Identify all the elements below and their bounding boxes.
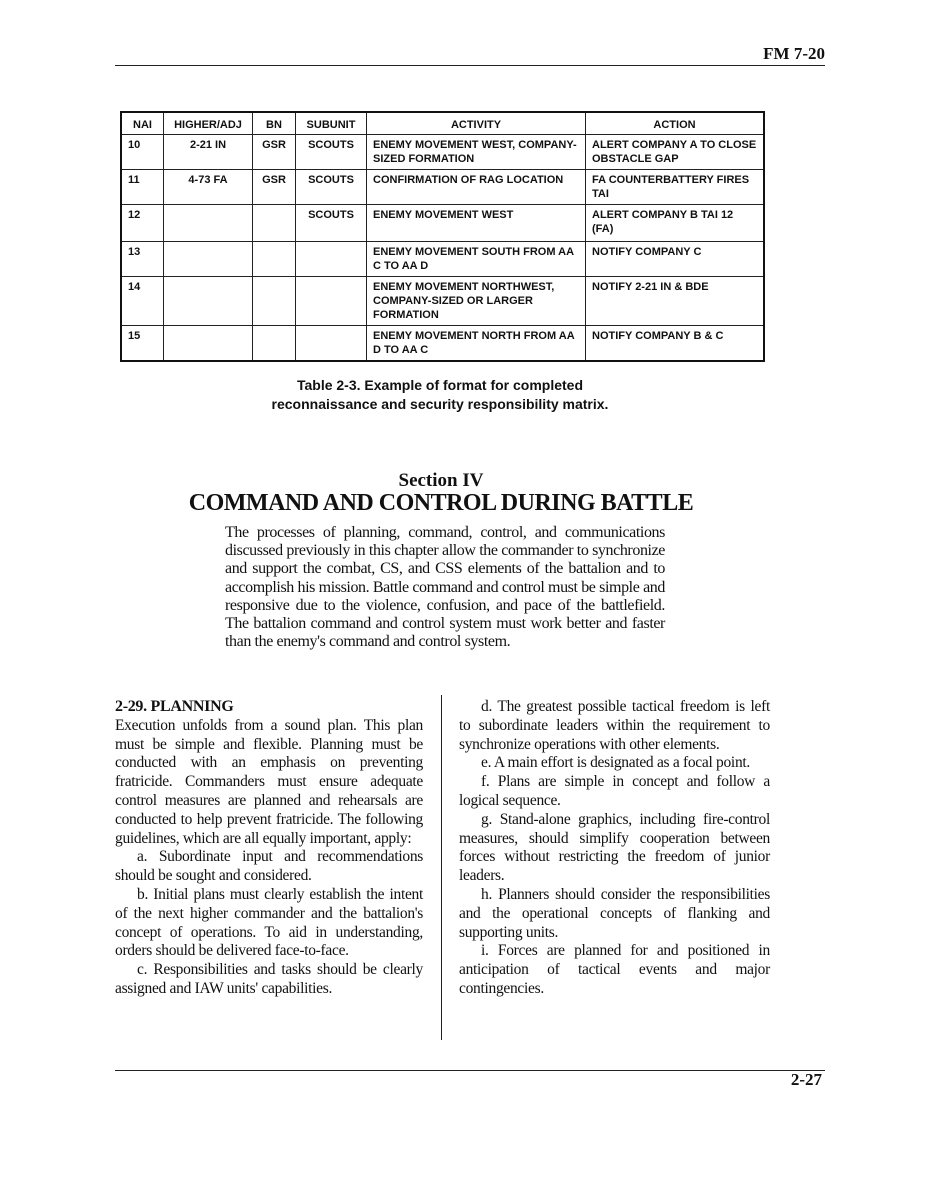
- caption-line: Table 2-3. Example of format for completed: [296, 377, 584, 393]
- doc-id: FM 7-20: [763, 44, 825, 63]
- table-cell: NOTIFY COMPANY B & C: [586, 326, 765, 362]
- table-cell: 12: [121, 205, 164, 242]
- table-cell: SCOUTS: [296, 170, 367, 205]
- table-cell: [164, 205, 253, 242]
- column-header: HIGHER/ADJ: [164, 112, 253, 135]
- paragraph: e. A main effort is designated as a focal point.: [481, 754, 750, 772]
- header-rule: [115, 65, 825, 66]
- section-number: Section IV: [398, 470, 484, 491]
- paragraph: a. Subordinate input and recommendations should be sought and considered.: [115, 848, 423, 885]
- column-header: NAI: [121, 112, 164, 135]
- paragraph: i. Forces are planned for and positioned in anticipation of tactical events and major contingencies.: [459, 942, 770, 997]
- footer-rule: [115, 1070, 825, 1071]
- paragraph: Execution unfolds from a sound plan. This plan must be simple and flexible. Planning must be conducted with an emphasis on preventing fratricide. Commanders must ensure adequate control measures are planned and rehearsals are conducted to help prevent fratricide. The following guidelines, which are all equally important, apply:: [115, 716, 423, 847]
- column-header: ACTION: [586, 112, 765, 135]
- paragraph: f. Plans are simple in concept and follow a logical sequence.: [459, 773, 770, 809]
- column-header: BN: [253, 112, 296, 135]
- section-title: COMMAND AND CONTROL DURING BATTLE: [188, 490, 694, 516]
- table-cell: [253, 277, 296, 326]
- table-cell: SCOUTS: [296, 135, 367, 170]
- section-intro: The processes of planning, command, control, and communications discussed previously in this chapter allow the commander to synchronize and support the combat, CS, and CSS elements of the battalion and to accomplish his mission. Battle command and control must be simple and responsive due to the violence, confusion, and pace of the battlefield. The battalion command and control system must work better and faster than the enemy's command and control system.: [225, 524, 665, 651]
- table-cell: GSR: [253, 135, 296, 170]
- table-cell: ALERT COMPANY A TO CLOSE OBSTACLE GAP: [586, 135, 765, 170]
- table-cell: 11: [121, 170, 164, 205]
- table-cell: NOTIFY COMPANY C: [586, 242, 765, 277]
- heading-planning: 2-29. PLANNING: [115, 698, 234, 715]
- table-cell: 15: [121, 326, 164, 362]
- table-cell: ENEMY MOVEMENT WEST, COMPANY-SIZED FORMATION: [367, 135, 586, 170]
- left-column: [115, 698, 423, 999]
- table-cell: 10: [121, 135, 164, 170]
- table-cell: SCOUTS: [296, 205, 367, 242]
- table-row: [121, 326, 764, 362]
- table-row: [121, 170, 764, 205]
- table-cell: [253, 326, 296, 362]
- table-row: [121, 242, 764, 277]
- table-caption: [200, 376, 680, 414]
- table-row: [121, 135, 764, 170]
- column-header: ACTIVITY: [367, 112, 586, 135]
- table-row: [121, 205, 764, 242]
- page-number: 2-27: [790, 1070, 822, 1089]
- paragraph: d. The greatest possible tactical freedom is left to subordinate leaders within the requirement to synchronize operations with other elements.: [459, 698, 770, 753]
- table-cell: 2-21 IN: [164, 135, 253, 170]
- table-cell: [164, 277, 253, 326]
- table-cell: CONFIRMATION OF RAG LOCATION: [367, 170, 586, 205]
- table-cell: ENEMY MOVEMENT NORTH FROM AA D TO AA C: [367, 326, 586, 362]
- responsibility-matrix-table: [120, 111, 765, 362]
- table-cell: [253, 205, 296, 242]
- paragraph: c. Responsibilities and tasks should be clearly assigned and IAW units' capabilities.: [115, 961, 423, 997]
- paragraph: b. Initial plans must clearly establish the intent of the next higher commander and the battalion's concept of operations. To aid in understanding, orders should be delivered face-to-face.: [115, 885, 423, 960]
- table-cell: [296, 242, 367, 277]
- table-cell: [164, 242, 253, 277]
- column-header: SUBUNIT: [296, 112, 367, 135]
- paragraph: g. Stand-alone graphics, including fire-control measures, should simplify cooperation between forces without restricting the freedom of junior leaders.: [459, 810, 770, 885]
- right-column: [459, 698, 770, 999]
- table-cell: ALERT COMPANY B TAI 12 (FA): [586, 205, 765, 242]
- table-cell: [296, 277, 367, 326]
- table-cell: FA COUNTERBATTERY FIRES TAI: [586, 170, 765, 205]
- paragraph: h. Planners should consider the responsibilities and the operational concepts of flanking and supporting units.: [459, 885, 770, 941]
- table-cell: GSR: [253, 170, 296, 205]
- table-cell: ENEMY MOVEMENT SOUTH FROM AA C TO AA D: [367, 242, 586, 277]
- table-cell: 14: [121, 277, 164, 326]
- table-cell: ENEMY MOVEMENT NORTHWEST, COMPANY-SIZED OR LARGER FORMATION: [367, 277, 586, 326]
- table-row: [121, 277, 764, 326]
- table-cell: [296, 326, 367, 362]
- table-cell: 4-73 FA: [164, 170, 253, 205]
- table-cell: 13: [121, 242, 164, 277]
- table-cell: [164, 326, 253, 362]
- caption-line: reconnaissance and security responsibility matrix.: [271, 396, 609, 412]
- table-cell: NOTIFY 2-21 IN & BDE: [586, 277, 765, 326]
- table-header-row: [121, 112, 764, 135]
- column-divider: [441, 695, 442, 1040]
- table-cell: ENEMY MOVEMENT WEST: [367, 205, 586, 242]
- table-cell: [253, 242, 296, 277]
